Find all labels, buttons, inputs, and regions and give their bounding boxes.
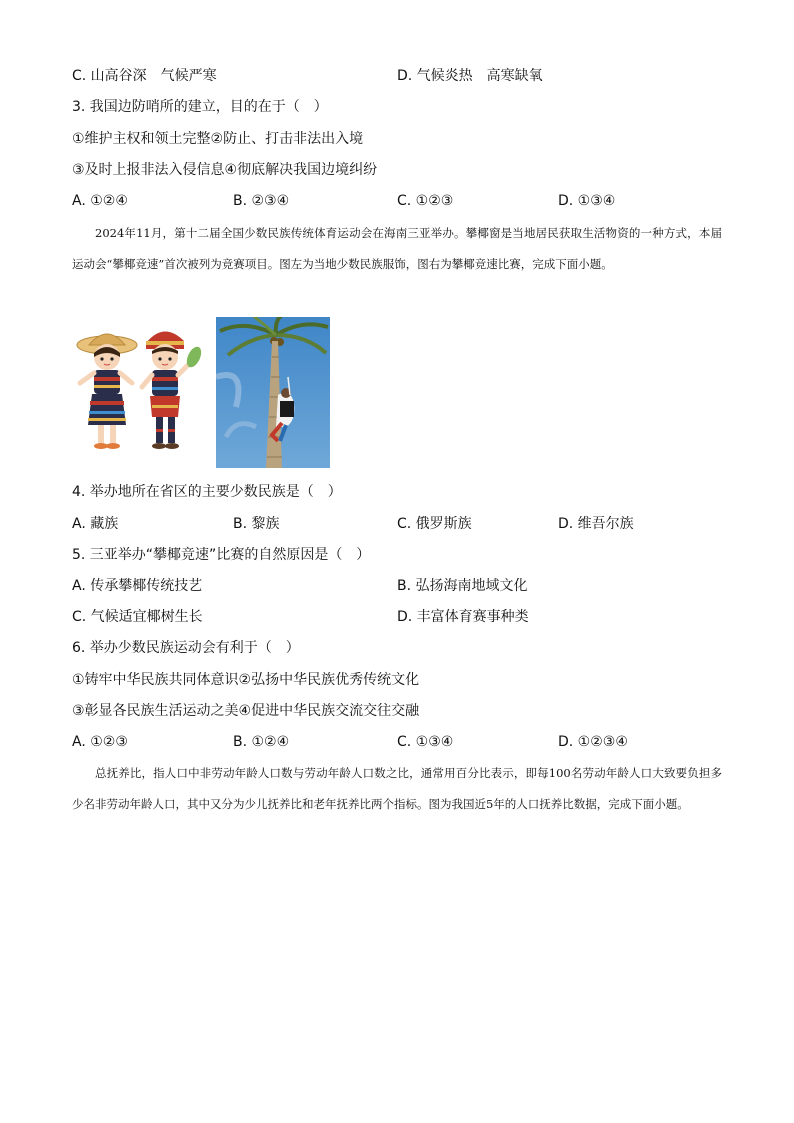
question-3-option-b: B. ②③④ (233, 193, 290, 209)
coconut-climbing-photo (216, 317, 330, 468)
question-3-statement-2: ③及时上报非法入侵信息④彻底解决我国边境纠纷 (72, 162, 378, 178)
question-3-statement-1: ①维护主权和领土完整②防止、打击非法出入境 (72, 131, 364, 147)
question-4-stem: 4. 举办地所在省区的主要少数民族是（ ） (72, 484, 342, 500)
question-4-option-d: D. 维吾尔族 (558, 516, 634, 532)
question-5-stem: 5. 三亚举办“攀椰竞速”比赛的自然原因是（ ） (72, 547, 371, 563)
question-6-statement-2: ③彰显各民族生活运动之美④促进中华民族交流交往交融 (72, 703, 420, 719)
question-5-option-d: D. 丰富体育赛事种类 (397, 609, 529, 625)
question-4-option-b: B. 黎族 (233, 516, 280, 532)
question-3-option-a: A. ①②④ (72, 193, 128, 209)
question-5-option-a: A. 传承攀椰传统技艺 (72, 578, 203, 594)
question-6-option-a: A. ①②③ (72, 734, 128, 750)
question-6-option-d: D. ①②③④ (558, 734, 628, 750)
coconut-climbing-photo-icon (216, 317, 330, 468)
question-6-statement-1: ①铸牢中华民族共同体意识②弘扬中华民族优秀传统文化 (72, 672, 420, 688)
question-3-option-c: C. ①②③ (397, 193, 454, 209)
ethnic-costume-cartoon-icon (72, 317, 207, 462)
question-3-option-d: D. ①③④ (558, 193, 616, 209)
question-6-stem: 6. 举办少数民族运动会有利于（ ） (72, 640, 300, 656)
question-5-option-b: B. 弘扬海南地域文化 (397, 578, 528, 594)
question-6-option-b: B. ①②④ (233, 734, 290, 750)
question-3-stem: 3. 我国边防哨所的建立，目的在于（ ） (72, 99, 328, 115)
passage-dependency-ratio: 总抚养比，指人口中非劳动年龄人口数与劳动年龄人口数之比，通常用百分比表示，即每100名劳动年龄人口大致要负担多少名非劳动年龄人口，其中又分为少儿抚养比和老年抚养比两个指标。图为我国近5年的人口抚养比数据，完成下面小题。 (72, 766, 722, 811)
question-4-option-a: A. 藏族 (72, 516, 119, 532)
question-6-option-c: C. ①③④ (397, 734, 454, 750)
question-4-option-c: C. 俄罗斯族 (397, 516, 472, 532)
question-5-option-c: C. 气候适宜椰树生长 (72, 609, 203, 625)
passage-coconut-climbing: 2024年11月，第十二届全国少数民族传统体育运动会在海南三亚举办。攀椰窗是当地居民获取生活物资的一种方式，本届运动会“攀椰竞速”首次被列为竞赛项目。图左为当地少数民族服饰，图右为攀椰竞速比赛，完成下面小题。 (72, 226, 722, 271)
option-c-prev: C. 山高谷深 气候严寒 (72, 68, 217, 84)
option-d-prev: D. 气候炎热 高寒缺氧 (397, 68, 543, 84)
ethnic-costume-figure (72, 317, 207, 462)
